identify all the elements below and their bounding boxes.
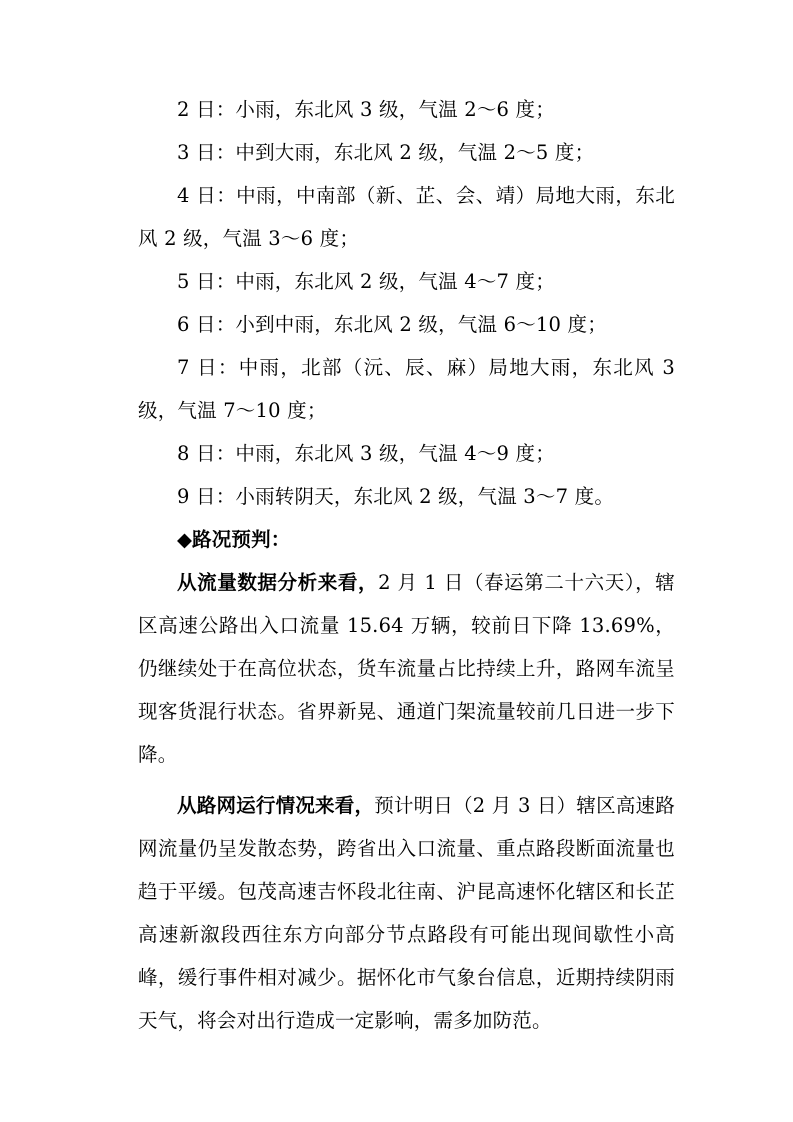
forecast-line: 9 日：小雨转阴天，东北风 2 级，气温 3～7 度。 (177, 485, 615, 508)
section-heading (138, 518, 675, 561)
paragraph-spacer (138, 776, 675, 784)
document-body (138, 88, 675, 1042)
forecast-line: 4 日：中雨，中南部（新、芷、会、靖）局地大雨，东北风 2 级，气温 3～6 度； (138, 184, 675, 250)
section-heading-label: 路况预判： (192, 528, 291, 551)
paragraph-lead: 从流量数据分析来看， (177, 571, 379, 594)
paragraph-text: 2 月 1 日（春运第二十六天），辖区高速公路出入口流量 15.64 万辆，较前日下降 13.69%，仍继续处于在高位状态，货车流量占比持续上升，路网车流呈现客货混行状态。省界新晃、通道门架流量较前几日进一步下降。 (138, 571, 675, 766)
forecast-line: 5 日：中雨，东北风 2 级，气温 4～7 度； (177, 270, 555, 293)
forecast-line: 8 日：中雨，东北风 3 级，气温 4～9 度； (177, 442, 555, 465)
paragraph-network-operation (138, 784, 675, 1042)
forecast-line: 7 日：中雨，北部（沅、辰、麻）局地大雨，东北风 3 级，气温 7～10 度； (138, 356, 675, 422)
paragraph-text: 预计明日（2 月 3 日）辖区高速路网流量仍呈发散态势，跨省出入口流量、重点路段断面流量也趋于平缓。包茂高速吉怀段北往南、沪昆高速怀化辖区和长芷高速新溆段西往东方向部分节点路段有可能出现间歇性小高峰，缓行事件相对减少。据怀化市气象台信息，近期持续阴雨天气，将会对出行造成一定影响，需多加防范。 (138, 794, 675, 1032)
diamond-bullet-icon: ◆ (177, 528, 192, 551)
paragraph-traffic-volume (138, 561, 675, 776)
forecast-line: 2 日：小雨，东北风 3 级，气温 2～6 度； (177, 98, 555, 121)
forecast-line: 3 日：中到大雨，东北风 2 级，气温 2～5 度； (177, 141, 595, 164)
paragraph-lead: 从路网运行情况来看， (177, 794, 375, 817)
forecast-line: 6 日：小到中雨，东北风 2 级，气温 6～10 度； (177, 313, 607, 336)
